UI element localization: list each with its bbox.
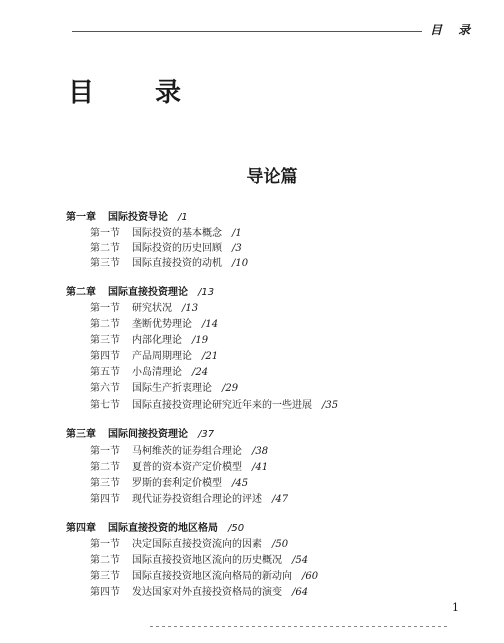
section-entry-title: 国际直接投资理论研究近年来的一些进展 [132, 400, 312, 411]
toc-entry[interactable] [90, 396, 338, 411]
toc-entry[interactable] [90, 254, 248, 269]
footer-rule [150, 626, 450, 627]
toc-entry[interactable] [90, 299, 198, 314]
section-entry-title: 决定国际直接投资流向的因素 [132, 539, 262, 550]
toc-entry[interactable] [90, 239, 242, 254]
toc-entry[interactable] [90, 379, 238, 394]
chapter-title: 国际投资导论 [108, 212, 168, 223]
section-entry-title: 国际直接投资的动机 [132, 258, 222, 269]
chapter-title: 国际直接投资理论 [108, 287, 188, 298]
toc-entry[interactable] [90, 583, 308, 598]
chapter-heading[interactable] [66, 519, 244, 534]
section-page: /13 [182, 303, 199, 314]
section-entry-title: 国际生产折衷理论 [132, 383, 212, 394]
section-entry-title: 罗斯的套利定价模型 [132, 478, 222, 489]
toc-entry[interactable] [90, 224, 242, 239]
section-page: /50 [272, 539, 289, 550]
chapter-page: /37 [198, 429, 215, 440]
toc-entry[interactable] [90, 567, 318, 582]
chapter-page: /50 [228, 523, 245, 534]
section-entry-title: 国际直接投资地区流向格局的新动向 [132, 571, 292, 582]
chapter-heading[interactable] [66, 283, 214, 298]
section-page: /19 [192, 335, 209, 346]
section-entry-title: 马柯维茨的证券组合理论 [132, 446, 242, 457]
toc-entry[interactable] [90, 442, 268, 457]
chapter-heading[interactable] [66, 208, 188, 223]
section-number: 第一节 [90, 228, 120, 239]
section-page: /10 [232, 258, 249, 269]
chapter-number: 第一章 [66, 212, 96, 223]
section-entry-title: 夏普的资本资产定价模型 [132, 462, 242, 473]
section-number: 第四节 [90, 587, 120, 598]
chapter-heading[interactable] [66, 425, 214, 440]
section-page: /14 [202, 319, 219, 330]
toc-entry[interactable] [90, 363, 208, 378]
toc-entry[interactable] [90, 551, 308, 566]
chapter-title: 国际间接投资理论 [108, 429, 188, 440]
section-entry-title: 研究状况 [132, 303, 172, 314]
chapter-title: 国际直接投资的地区格局 [108, 523, 218, 534]
section-page: /45 [232, 478, 249, 489]
toc-entry[interactable] [90, 458, 268, 473]
section-page: /47 [272, 494, 289, 505]
section-entry-title: 产品周期理论 [132, 351, 192, 362]
section-page: /21 [202, 351, 219, 362]
page-number: 1 [452, 601, 459, 614]
chapter-page: /1 [178, 212, 188, 223]
running-header: 目 录 [430, 23, 477, 37]
chapter-number: 第二章 [66, 287, 96, 298]
section-entry-title: 现代证券投资组合理论的评述 [132, 494, 262, 505]
section-number: 第一节 [90, 303, 120, 314]
section-entry-title: 国际直接投资地区流向的历史概况 [132, 555, 282, 566]
toc-entry[interactable] [90, 347, 218, 362]
section-number: 第二节 [90, 319, 120, 330]
section-page: /38 [252, 446, 269, 457]
section-number: 第一节 [90, 539, 120, 550]
section-number: 第七节 [90, 400, 120, 411]
section-entry-title: 内部化理论 [132, 335, 182, 346]
section-number: 第三节 [90, 571, 120, 582]
section-number: 第五节 [90, 367, 120, 378]
section-number: 第四节 [90, 351, 120, 362]
page-title: 目 录 [68, 78, 208, 108]
toc-entry[interactable] [90, 331, 208, 346]
toc-entry[interactable] [90, 474, 248, 489]
header-rule [72, 31, 422, 32]
section-number: 第二节 [90, 243, 120, 254]
section-page: /60 [302, 571, 319, 582]
section-number: 第四节 [90, 494, 120, 505]
toc-entry[interactable] [90, 315, 218, 330]
section-entry-title: 小岛清理论 [132, 367, 182, 378]
section-number: 第六节 [90, 383, 120, 394]
section-entry-title: 发达国家对外直接投资格局的演变 [132, 587, 282, 598]
section-page: /3 [232, 243, 242, 254]
chapter-number: 第三章 [66, 429, 96, 440]
section-entry-title: 垄断优势理论 [132, 319, 192, 330]
chapter-page: /13 [198, 287, 215, 298]
section-page: /35 [322, 400, 339, 411]
section-page: /1 [232, 228, 242, 239]
section-page: /29 [222, 383, 239, 394]
section-number: 第三节 [90, 478, 120, 489]
section-entry-title: 国际投资的历史回顾 [132, 243, 222, 254]
section-page: /24 [192, 367, 209, 378]
section-number: 第三节 [90, 335, 120, 346]
section-number: 第一节 [90, 446, 120, 457]
section-page: /54 [292, 555, 309, 566]
section-title: 导论篇 [246, 167, 298, 187]
section-page: /64 [292, 587, 309, 598]
chapter-number: 第四章 [66, 523, 96, 534]
toc-entry[interactable] [90, 535, 288, 550]
section-number: 第三节 [90, 258, 120, 269]
section-number: 第二节 [90, 555, 120, 566]
section-entry-title: 国际投资的基本概念 [132, 228, 222, 239]
section-number: 第二节 [90, 462, 120, 473]
toc-entry[interactable] [90, 490, 288, 505]
section-page: /41 [252, 462, 269, 473]
